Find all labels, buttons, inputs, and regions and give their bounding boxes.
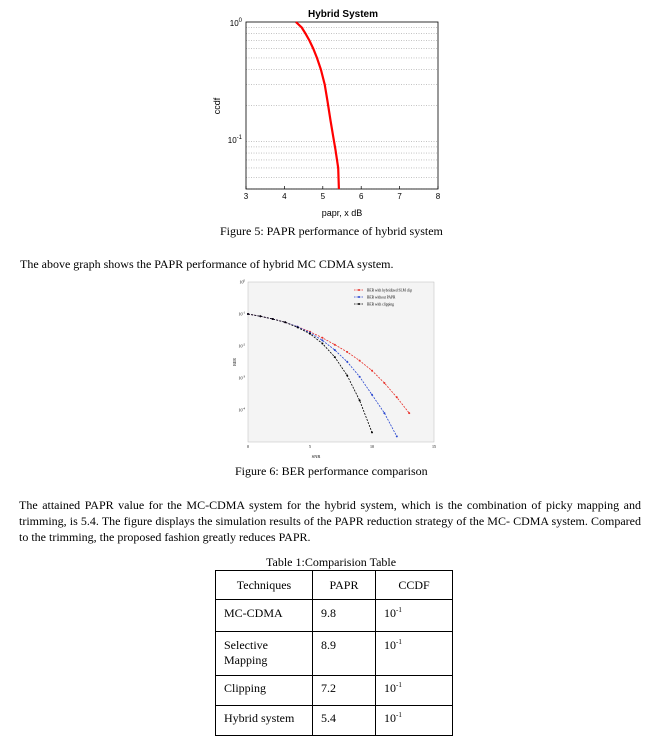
table-cell-ccdf: $10^{-1}$ xyxy=(376,706,453,736)
figure-5-y-tick-label: $10^{-1}$ xyxy=(227,135,242,145)
table-row xyxy=(216,706,453,736)
table-cell-papr: 9.8 xyxy=(313,600,376,632)
figure-6-y-tick-label: $10^{-2}$ xyxy=(238,342,245,349)
table-cell-technique: Hybrid system xyxy=(216,706,313,736)
figure-5-y-ticks xyxy=(228,18,243,145)
figure-5-x-tick-label: 5 xyxy=(320,192,326,201)
table-header-row xyxy=(216,571,453,600)
figure-5-chart xyxy=(200,2,460,224)
figure-6-data-point xyxy=(321,337,323,339)
table-header-ccdf: CCDF xyxy=(376,571,453,600)
figure-6-y-tick-label: $10^{-4}$ xyxy=(238,406,245,413)
figure-6-data-point xyxy=(346,361,348,363)
figure-6-data-point xyxy=(247,313,249,315)
table-header-papr: PAPR xyxy=(313,571,376,600)
figure-6-data-point xyxy=(396,396,398,398)
figure-6-data-point xyxy=(383,382,385,384)
figure-6-x-tick-label: 5 xyxy=(309,444,311,449)
figure-6-data-point xyxy=(284,321,286,323)
figure-5-x-tick-label: 6 xyxy=(358,192,364,201)
figure-6-y-ticks xyxy=(239,279,246,413)
figure-6-data-point xyxy=(334,344,336,346)
table-cell-papr: 8.9 xyxy=(313,632,376,676)
figure-6-legend-label: BER with clipping xyxy=(367,302,394,307)
table-header-techniques: Techniques xyxy=(216,571,313,600)
figure-6-x-tick-label: 15 xyxy=(432,444,436,449)
figure-6-data-point xyxy=(259,315,261,317)
figure-5-y-tick-label: $10^0$ xyxy=(229,18,242,28)
figure-6-data-point xyxy=(334,349,336,351)
figure-6-data-point xyxy=(359,376,361,378)
paragraph-results: The attained PAPR value for the MC-CDMA system for the hybrid system, which is the combination of picky mapping and trimming, is 5.4. The figure displays the simulation results of the PAPR reduction strategy of the MC- CDMA system. Compared to the trimming, the proposed fashion greatly reduces PAPR. xyxy=(19,498,641,544)
figure-6-data-point xyxy=(359,399,361,401)
figure-6-y-tick-label: $10^{-3}$ xyxy=(238,374,245,381)
table-cell-ccdf: $10^{-1}$ xyxy=(376,632,453,676)
figure-5-grid xyxy=(246,27,438,189)
figure-5-x-ticks xyxy=(244,186,441,201)
figure-6-x-tick-label: 0 xyxy=(247,444,249,449)
figure-6-data-point xyxy=(272,318,274,320)
table-row xyxy=(216,600,453,632)
figure-5-x-tick-label: 8 xyxy=(435,192,441,201)
figure-5-series-line xyxy=(296,22,339,189)
figure-6-y-tick-label: $10^{-1}$ xyxy=(238,310,245,317)
figure-6-data-point xyxy=(334,356,336,358)
figure-5-y-axis-label: ccdf xyxy=(212,97,222,115)
figure-6-data-point xyxy=(359,360,361,362)
table-cell-ccdf: $10^{-1}$ xyxy=(376,676,453,706)
paragraph-graph-description: The above graph shows the PAPR performance of hybrid MC CDMA system. xyxy=(20,257,394,271)
figure-6-legend-marker xyxy=(358,303,360,305)
figure-6-plot-area xyxy=(248,282,434,442)
table-row xyxy=(216,632,453,676)
figure-6-legend-marker xyxy=(358,289,360,291)
figure-6-data-point xyxy=(297,326,299,328)
figure-6-legend-marker xyxy=(358,296,360,298)
figure-6-data-point xyxy=(346,351,348,353)
figure-6-data-point xyxy=(309,333,311,335)
figure-6-x-tick-label: 10 xyxy=(370,444,374,449)
figure-6-data-point xyxy=(371,394,373,396)
figure-5-x-axis-label: papr, x dB xyxy=(321,208,363,218)
table-cell-technique: MC-CDMA xyxy=(216,600,313,632)
table-cell-technique: Clipping xyxy=(216,676,313,706)
figure-6-x-ticks xyxy=(247,444,436,449)
figure-6-data-point xyxy=(321,339,323,341)
figure-6-data-point xyxy=(396,435,398,437)
figure-6-caption: Figure 6: BER performance comparison xyxy=(235,464,428,478)
figure-6-legend-label: BER with hybridized SLM clip xyxy=(367,288,413,293)
figure-5-x-tick-label: 4 xyxy=(282,192,287,201)
figure-5-x-tick-label: 3 xyxy=(243,192,249,201)
figure-6-y-axis-label: BER xyxy=(232,358,237,366)
figure-6-data-point xyxy=(383,412,385,414)
figure-6-data-point xyxy=(346,375,348,377)
figure-6-x-axis-label: SNR xyxy=(311,454,321,459)
figure-5-x-tick-label: 7 xyxy=(397,192,402,201)
figure-6-chart xyxy=(222,278,440,464)
figure-6-y-tick-label: $10^0$ xyxy=(239,278,245,285)
comparison-table xyxy=(215,570,453,736)
figure-5-title: Hybrid System xyxy=(307,9,379,20)
table-row xyxy=(216,676,453,706)
table-cell-papr: 5.4 xyxy=(313,706,376,736)
figure-6-data-point xyxy=(321,343,323,345)
figure-6-data-point xyxy=(371,431,373,433)
figure-6-legend-label: BER without PAPR xyxy=(367,295,396,300)
figure-6-data-point xyxy=(371,370,373,372)
figure-6-data-point xyxy=(408,412,410,414)
table-cell-ccdf: $10^{-1}$ xyxy=(376,600,453,632)
figure-5-caption: Figure 5: PAPR performance of hybrid system xyxy=(220,224,443,238)
table-cell-papr: 7.2 xyxy=(313,676,376,706)
table-1-caption: Table 1:Comparision Table xyxy=(266,555,397,569)
table-cell-technique: Selective Mapping xyxy=(216,632,313,676)
